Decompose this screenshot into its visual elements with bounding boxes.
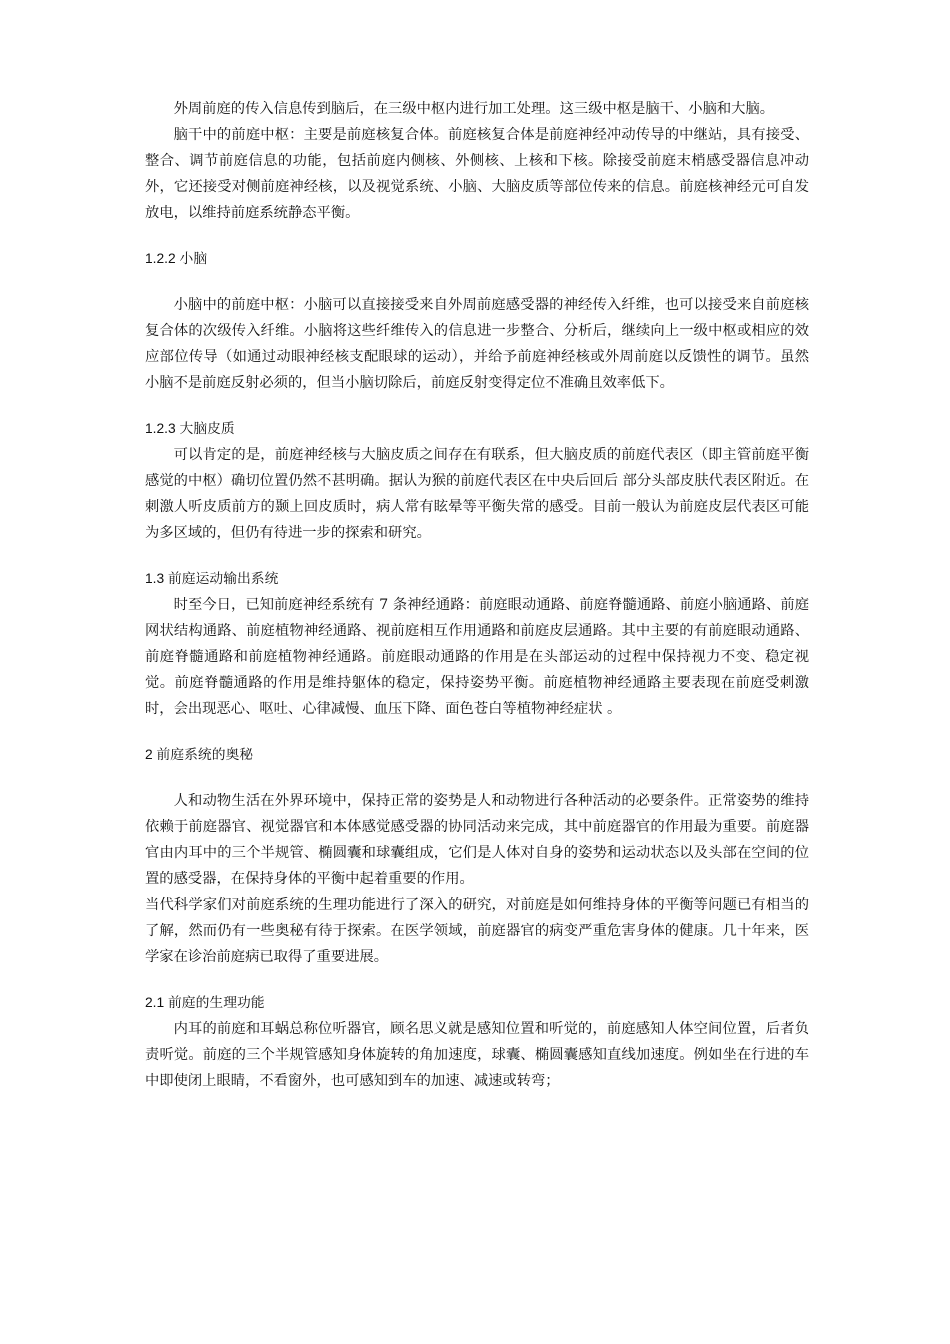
heading-1-2-3: 1.2.3 大脑皮质 — [145, 421, 235, 436]
heading-2: 2 前庭系统的奥秘 — [145, 747, 254, 762]
paragraph-physiology: 内耳的前庭和耳蜗总称位听器官，顾名思义就是感知位置和听觉的，前庭感知人体空间位置，后者负责听觉。前庭的三个半规管感知身体旋转的角加速度，球囊、椭圆囊感知直线加速度。例如坐在行进的车中即使闭上眼睛，不看窗外，也可感知到车的加速、减速或转弯； — [145, 1021, 809, 1089]
paragraph-posture: 人和动物生活在外界环境中，保持正常的姿势是人和动物进行各种活动的必要条件。正常姿势的维持依赖于前庭器官、视觉器官和本体感觉感受器的协同活动来完成，其中前庭器官的作用最为重要。前庭器官由内耳中的三个半规管、椭圆囊和球囊组成，它们是人体对自身的姿势和运动状态以及头部在空间的位置的感受器，在保持身体的平衡中起着重要的作用。 — [145, 793, 809, 887]
heading-1-2-2: 1.2.2 小脑 — [145, 251, 208, 266]
heading-1-3: 1.3 前庭运动输出系统 — [145, 571, 279, 586]
document-page — [145, 96, 809, 1094]
paragraph-motor-output: 时至今日，已知前庭神经系统有 7 条神经通路：前庭眼动通路、前庭脊髓通路、前庭小脑通路、前庭网状结构通路、前庭植物神经通路、视前庭相互作用通路和前庭皮层通路。其中主要的有前庭眼动通路、前庭脊髓通路和前庭植物神经通路。前庭眼动通路的作用是在头部运动的过程中保持视力不变、稳定视觉。前庭脊髓通路的作用是维持躯体的稳定，保持姿势平衡。前庭植物神经通路主要表现在前庭受刺激时，会出现恶心、呕吐、心律减慢、血压下降、面色苍白等植物神经症状 。 — [145, 597, 809, 717]
paragraph-brainstem-center: 脑干中的前庭中枢：主要是前庭核复合体。前庭核复合体是前庭神经冲动传导的中继站，具有接受、整合、调节前庭信息的功能，包括前庭内侧核、外侧核、上核和下核。除接受前庭末梢感受器信息冲动外，它还接受对侧前庭神经核，以及视觉系统、小脑、大脑皮质等部位传来的信息。前庭核神经元可自发放电，以维持前庭系统静态平衡。 — [145, 127, 809, 221]
paragraph-central-processing: 外周前庭的传入信息传到脑后，在三级中枢内进行加工处理。这三级中枢是脑干、小脑和大脑。 — [173, 101, 775, 117]
paragraph-cerebral-cortex: 可以肯定的是，前庭神经核与大脑皮质之间存在有联系，但大脑皮质的前庭代表区（即主管前庭平衡感觉的中枢）确切位置仍然不甚明确。据认为猴的前庭代表区在中央后回后 部分头部皮肤代表区附近。在刺激人听皮质前方的颞上回皮质时，病人常有眩晕等平衡失常的感受。目前一般认为前庭皮层代表区可能为多区域的，但仍有待进一步的探索和研究。 — [145, 447, 809, 541]
paragraph-cerebellum-center: 小脑中的前庭中枢：小脑可以直接接受来自外周前庭感受器的神经传入纤维，也可以接受来自前庭核复合体的次级传入纤维。小脑将这些纤维传入的信息进一步整合、分析后，继续向上一级中枢或相应的效应部位传导（如通过动眼神经核支配眼球的运动），并给予前庭神经核或外周前庭以反馈性的调节。虽然小脑不是前庭反射必须的，但当小脑切除后，前庭反射变得定位不准确且效率低下。 — [145, 297, 809, 391]
heading-2-1: 2.1 前庭的生理功能 — [145, 995, 265, 1010]
paragraph-research: 当代科学家们对前庭系统的生理功能进行了深入的研究，对前庭是如何维持身体的平衡等问题已有相当的了解，然而仍有一些奥秘有待于探索。在医学领域，前庭器官的病变严重危害身体的健康。几十年来，医学家在诊治前庭病已取得了重要进展。 — [145, 897, 809, 965]
